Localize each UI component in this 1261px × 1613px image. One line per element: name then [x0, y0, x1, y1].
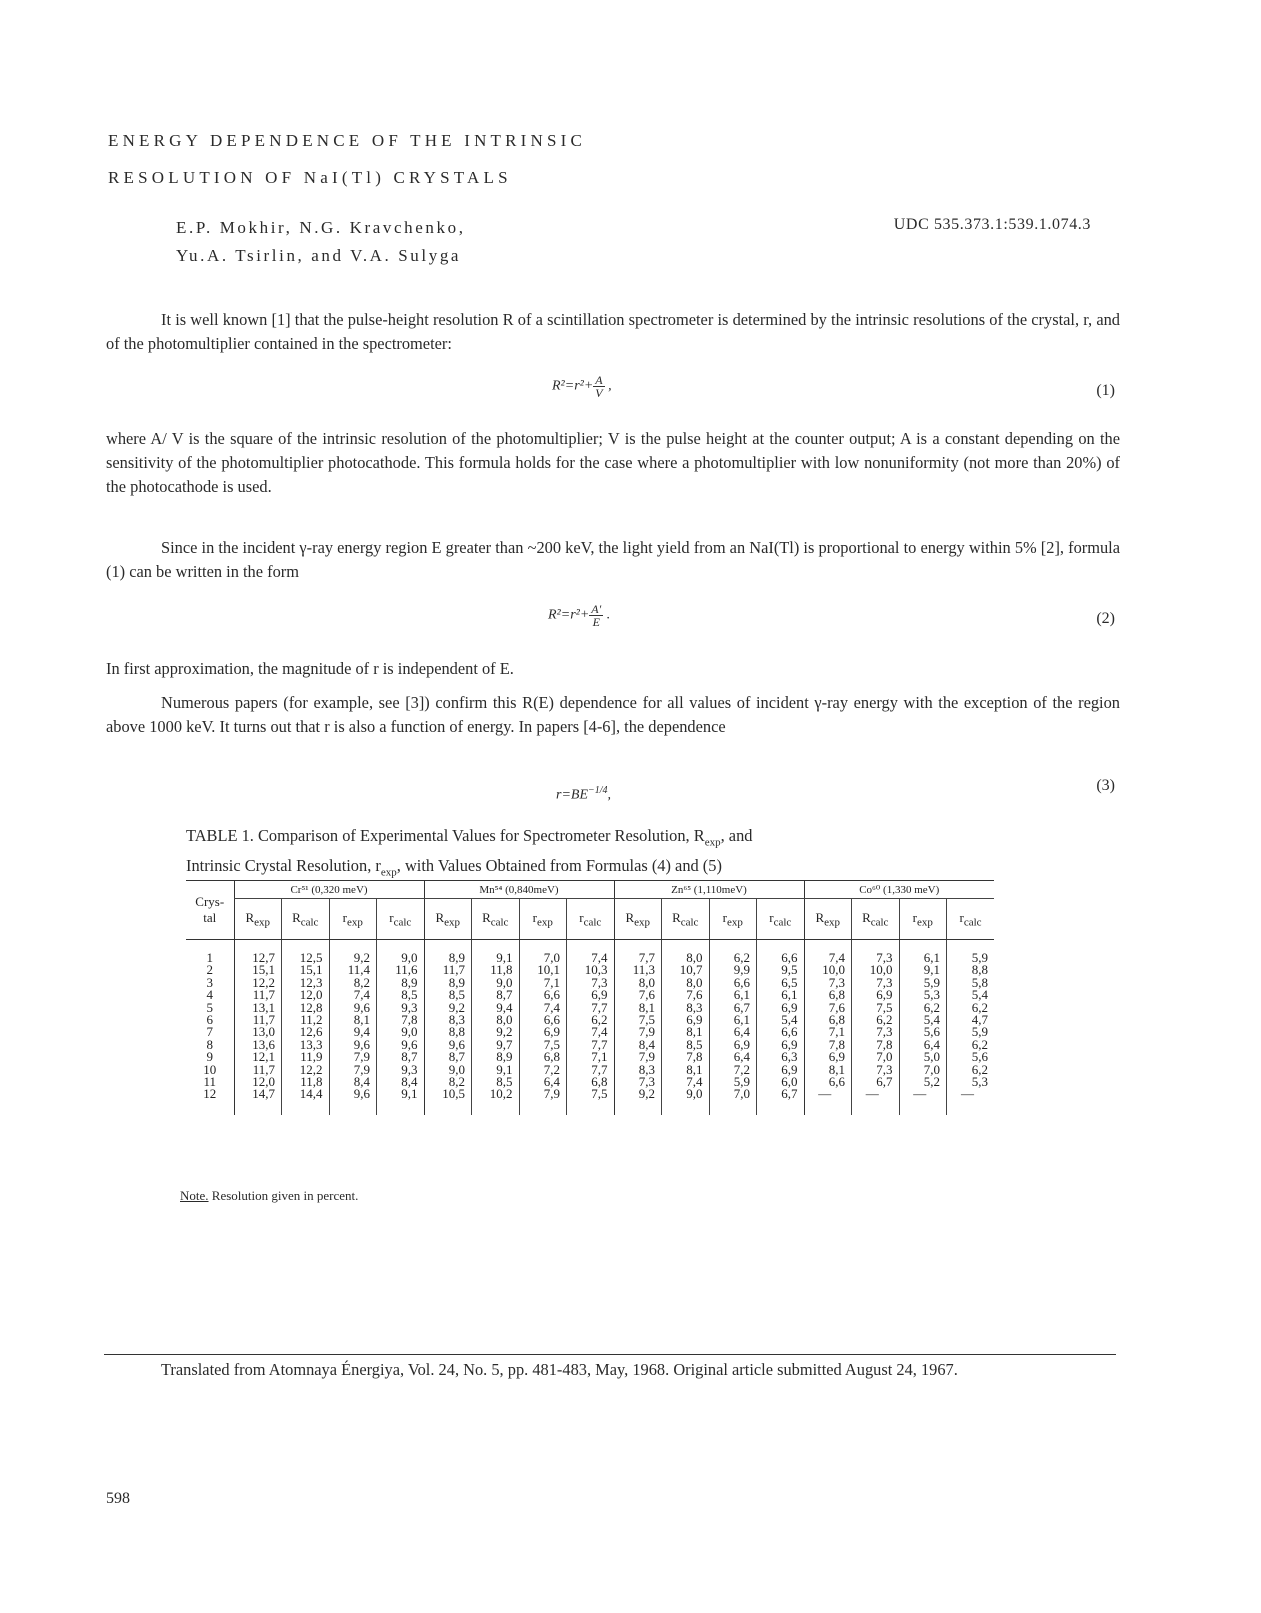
table-cell: 7,8: [852, 1039, 900, 1051]
table-cell: 6,6: [804, 1076, 852, 1088]
table-cell: 7,1: [804, 1026, 852, 1038]
table-cell: 9,7: [472, 1039, 520, 1051]
group-header-mn54: Mn⁵⁴ (0,840meV): [424, 881, 614, 899]
table-cell: 7,7: [567, 1002, 615, 1014]
table-cell: 6,4: [519, 1076, 567, 1088]
table-cell: 12,8: [282, 1002, 330, 1014]
table-cell: 6,7: [757, 1088, 805, 1100]
table-cell: 7,4: [804, 952, 852, 964]
equation-1-number: (1): [1096, 382, 1115, 399]
paragraph-5: [106, 691, 1120, 739]
table-cell: 8,8: [947, 964, 995, 976]
table-cell: 8,1: [662, 1064, 710, 1076]
col-header-small-r-calc: $r_{calc}$: [377, 899, 425, 940]
table-cell: 10,0: [852, 964, 900, 976]
crystal-header: Crys- tal: [186, 881, 234, 940]
table-cell: 7,9: [329, 1051, 377, 1063]
table-cell: 4,7: [947, 1014, 995, 1026]
table-cell: —: [852, 1088, 900, 1100]
table-cell: 9,3: [377, 1064, 425, 1076]
equation-2-number: (2): [1096, 610, 1115, 627]
table-cell: 15,1: [282, 964, 330, 976]
table-cell: 10,0: [804, 964, 852, 976]
table-cell: 9,6: [329, 1088, 377, 1100]
table-cell: —: [947, 1088, 995, 1100]
table-cell: 8,4: [377, 1076, 425, 1088]
table-cell: 9,2: [614, 1088, 662, 1100]
equation-3: $r=BE^{-1/4}$,: [556, 785, 612, 803]
table-cell: 6,9: [662, 1014, 710, 1026]
table-cell: 14,4: [282, 1088, 330, 1100]
table-cell: 6,3: [757, 1051, 805, 1063]
table-cell: 11,7: [234, 1064, 282, 1076]
table-cell: 8,5: [377, 989, 425, 1001]
table-caption-line-2: Intrinsic Crystal Resolution, $r_{exp}$, with Values Obtained from Formulas (4) and (5): [186, 856, 722, 879]
table-cell: 6,9: [757, 1039, 805, 1051]
table-cell: 11,9: [282, 1051, 330, 1063]
table-cell: 7,9: [329, 1064, 377, 1076]
table-cell: 8,2: [329, 977, 377, 989]
table-cell: 7,4: [519, 1002, 567, 1014]
table-cell: 6,9: [804, 1051, 852, 1063]
table-spacer-row: [186, 1101, 994, 1115]
table-cell: 7,4: [662, 1076, 710, 1088]
group-header-cr51: Cr⁵¹ (0,320 meV): [234, 881, 424, 899]
table-cell: 15,1: [234, 964, 282, 976]
table-cell: 8,7: [424, 1051, 472, 1063]
table-cell: 5,9: [947, 1026, 995, 1038]
table-cell: 8,0: [662, 952, 710, 964]
table-cell: 6,8: [804, 989, 852, 1001]
table-cell: 6,1: [899, 952, 947, 964]
table-cell: 7,9: [519, 1088, 567, 1100]
table-cell: 6,2: [947, 1039, 995, 1051]
col-header-r-calc: $R_{calc}$: [472, 899, 520, 940]
crystal-number-cell: 8: [206, 1036, 213, 1052]
paragraph-2-text: where A/ V is the square of the intrinsic resolution of the photomultiplier; V is the pulse height at the counter output; A is a constant depending on the sensitivity of the photomultiplier photocathode. This formula holds for the case where a photomultiplier with low nonuniformity (not more than 20%) of the photocathode is used.: [106, 429, 1120, 496]
col-header-r-exp: $R_{exp}$: [614, 899, 662, 940]
table-cell: 6,7: [852, 1076, 900, 1088]
table-cell: 7,3: [804, 977, 852, 989]
table-cell: 12,2: [234, 977, 282, 989]
translation-note: [106, 1358, 1106, 1382]
footer-rule: [104, 1354, 1116, 1355]
table-cell: 6,2: [947, 1002, 995, 1014]
table-cell: 5,3: [947, 1076, 995, 1088]
table-cell: 5,4: [947, 989, 995, 1001]
table-cell: 6,2: [899, 1002, 947, 1014]
table-cell: 7,7: [567, 1064, 615, 1076]
table-cell: —: [804, 1088, 852, 1100]
crystal-number-cell: 5: [206, 999, 213, 1015]
table-cell: 5,8: [947, 977, 995, 989]
col-header-r-exp: $R_{exp}$: [804, 899, 852, 940]
table-cell: 13,0: [234, 1026, 282, 1038]
table-cell: 7,4: [567, 952, 615, 964]
table-cell: 9,6: [377, 1039, 425, 1051]
table-row: [186, 1088, 994, 1100]
table-cell: 11,7: [424, 964, 472, 976]
table-cell: 7,7: [614, 952, 662, 964]
table-cell: 9,9: [709, 964, 757, 976]
col-header-small-r-exp: $r_{exp}$: [329, 899, 377, 940]
table-cell: 8,1: [804, 1064, 852, 1076]
table-cell: 13,6: [234, 1039, 282, 1051]
table-caption-line-1: TABLE 1. Comparison of Experimental Values for Spectrometer Resolution, $R_{exp}$, and: [186, 826, 753, 849]
table-cell: 11,8: [472, 964, 520, 976]
table-cell: 7,0: [899, 1064, 947, 1076]
table-cell: 7,1: [519, 977, 567, 989]
table-cell: 5,4: [899, 1014, 947, 1026]
equation-3-number: (3): [1096, 777, 1115, 794]
table-cell: 9,0: [472, 977, 520, 989]
table-cell: 6,0: [757, 1076, 805, 1088]
table-cell: 6,9: [519, 1026, 567, 1038]
paper-title-line-2: RESOLUTION OF NaI(Tl) CRYSTALS: [108, 168, 512, 187]
authors-line-2: Yu.A. Tsirlin, and V.A. Sulyga: [176, 246, 462, 265]
table-cell: 7,9: [614, 1051, 662, 1063]
table-cell: 8,9: [377, 977, 425, 989]
equation-2: R²=r²+ $\frac{A'}{E}$ .: [548, 602, 611, 629]
table-cell: 9,5: [757, 964, 805, 976]
table-cell: 9,1: [472, 952, 520, 964]
table-cell: 8,1: [329, 1014, 377, 1026]
table-cell: 9,4: [329, 1026, 377, 1038]
table-cell: 10,7: [662, 964, 710, 976]
table-cell: 12,7: [234, 952, 282, 964]
table-cell: 7,0: [852, 1051, 900, 1063]
table-cell: 8,4: [614, 1039, 662, 1051]
col-header-small-r-exp: $r_{exp}$: [709, 899, 757, 940]
table-cell: 12,6: [282, 1026, 330, 1038]
table-cell: 6,6: [709, 977, 757, 989]
table-cell: 7,3: [852, 1064, 900, 1076]
authors: [176, 214, 466, 270]
table-cell: 6,9: [709, 1039, 757, 1051]
table-cell: 6,2: [709, 952, 757, 964]
equation-1: R²=r²+ $\frac{A}{V}$ ,: [552, 373, 612, 400]
crystal-number-cell: 1: [206, 950, 213, 965]
table-cell: 9,0: [377, 1026, 425, 1038]
table-cell: 9,2: [472, 1026, 520, 1038]
table-cell: 7,2: [709, 1064, 757, 1076]
crystal-number-cell: 10: [203, 1061, 217, 1077]
table-cell: 11,7: [234, 989, 282, 1001]
table-cell: 6,9: [757, 1064, 805, 1076]
equation-2-fraction: $\frac{A'}{E}$: [591, 602, 602, 629]
table-cell: 9,6: [424, 1039, 472, 1051]
col-header-r-calc: $R_{calc}$: [852, 899, 900, 940]
table-cell: 8,5: [472, 1076, 520, 1088]
table-cell: 6,2: [852, 1014, 900, 1026]
table-cell: 6,8: [804, 1014, 852, 1026]
udc-code: UDC 535.373.1:539.1.074.3: [893, 216, 1091, 233]
table-cell: 7,7: [567, 1039, 615, 1051]
table-cell: 5,9: [899, 977, 947, 989]
col-header-small-r-calc: $r_{calc}$: [567, 899, 615, 940]
resolution-table: [186, 880, 994, 1115]
table-cell: 6,7: [709, 1002, 757, 1014]
table-cell: 7,5: [567, 1088, 615, 1100]
table-cell: 11,2: [282, 1014, 330, 1026]
paragraph-3: [106, 536, 1120, 584]
crystal-number-cell: 2: [206, 962, 213, 978]
table-cell: 8,3: [614, 1064, 662, 1076]
col-header-small-r-exp: $r_{exp}$: [899, 899, 947, 940]
paragraph-5-text: Numerous papers (for example, see [3]) confirm this R(E) dependence for all values of incident γ-ray energy with the exception of the region above 1000 keV. It turns out that r is also a function of energy. In papers [4-6], the dependence: [106, 693, 1120, 736]
table-cell: 6,8: [567, 1076, 615, 1088]
table-cell: 9,2: [329, 952, 377, 964]
paragraph-2: [106, 427, 1120, 499]
table-cell: 11,8: [282, 1076, 330, 1088]
table-note-text: Resolution given in percent.: [208, 1188, 359, 1203]
table-cell: 10,1: [519, 964, 567, 976]
table-cell: 7,2: [519, 1064, 567, 1076]
table-cell: 5,0: [899, 1051, 947, 1063]
table-cell: 7,4: [329, 989, 377, 1001]
table-cell: 6,9: [757, 1002, 805, 1014]
col-header-r-exp: $R_{exp}$: [234, 899, 282, 940]
table-cell: 8,2: [424, 1076, 472, 1088]
table-cell: 9,0: [424, 1064, 472, 1076]
table-cell: 12,2: [282, 1064, 330, 1076]
table-cell: 8,5: [424, 989, 472, 1001]
table-cell: 11,4: [329, 964, 377, 976]
table-cell: 9,1: [899, 964, 947, 976]
table-cell: 6,1: [757, 989, 805, 1001]
table-body: [186, 940, 994, 1115]
authors-line-1: E.P. Mokhir, N.G. Kravchenko,: [176, 218, 466, 237]
table-cell: 7,8: [804, 1039, 852, 1051]
table-cell: 6,9: [852, 989, 900, 1001]
paragraph-4: [106, 657, 1120, 681]
table-cell: 7,3: [852, 977, 900, 989]
table-cell: 8,4: [329, 1076, 377, 1088]
table-cell: 7,6: [614, 989, 662, 1001]
table-cell: 5,4: [757, 1014, 805, 1026]
table-cell: 9,1: [472, 1064, 520, 1076]
table-group-header-row: [186, 881, 994, 899]
table-cell: 11,6: [377, 964, 425, 976]
translation-note-text: Translated from Atomnaya Énergiya, Vol. 24, No. 5, pp. 481-483, May, 1968. Original article submitted August 24, 1967.: [161, 1360, 958, 1379]
crystal-number-cell: 9: [206, 1049, 213, 1065]
table-cell: 7,3: [852, 1026, 900, 1038]
crystal-number-cell: 12: [203, 1086, 217, 1102]
table-cell: 9,3: [377, 1002, 425, 1014]
table-cell: 9,6: [329, 1039, 377, 1051]
table-cell: 5,9: [947, 952, 995, 964]
paragraph-4-text: In first approximation, the magnitude of r is independent of E.: [106, 659, 514, 678]
table-cell: 7,8: [662, 1051, 710, 1063]
table-cell: 8,5: [662, 1039, 710, 1051]
table-caption: [186, 824, 1016, 885]
table-cell: 8,1: [614, 1002, 662, 1014]
paragraph-3-text: Since in the incident γ-ray energy region E greater than ~200 keV, the light yield from an NaI(Tl) is proportional to energy within 5% [2], formula (1) can be written in the form: [106, 538, 1120, 581]
table-cell: 10,3: [567, 964, 615, 976]
group-header-co60: Co⁶⁰ (1,330 meV): [804, 881, 994, 899]
table-cell: 12,0: [282, 989, 330, 1001]
table-cell: 13,1: [234, 1002, 282, 1014]
table-cell: 5,9: [709, 1076, 757, 1088]
table-cell: 8,0: [614, 977, 662, 989]
table-cell: 6,1: [709, 989, 757, 1001]
table-cell: 10,5: [424, 1088, 472, 1100]
table-cell: 7,3: [852, 952, 900, 964]
table-cell: 6,6: [757, 952, 805, 964]
table-cell: 8,7: [377, 1051, 425, 1063]
crystal-number-cell: 3: [206, 974, 213, 990]
table-cell: 8,7: [472, 989, 520, 1001]
crystal-number-cell: 6: [206, 1012, 213, 1028]
table-cell: 8,9: [472, 1051, 520, 1063]
table-cell: 8,0: [472, 1014, 520, 1026]
table-cell: 5,6: [947, 1051, 995, 1063]
paragraph-1: [106, 308, 1120, 356]
crystal-number-cell: 4: [206, 987, 213, 1003]
col-header-small-r-exp: $r_{exp}$: [519, 899, 567, 940]
table-cell: 10,2: [472, 1088, 520, 1100]
group-header-zn65: Zn⁶⁵ (1,110meV): [614, 881, 804, 899]
table-cell: 6,6: [519, 1014, 567, 1026]
table-cell: 7,5: [614, 1014, 662, 1026]
col-header-small-r-calc: $r_{calc}$: [947, 899, 995, 940]
equation-1-fraction: $\frac{A}{V}$: [595, 373, 603, 400]
table-cell: 6,1: [709, 1014, 757, 1026]
table-cell: 12,3: [282, 977, 330, 989]
table-cell: 7,1: [567, 1051, 615, 1063]
table-cell: 5,3: [899, 989, 947, 1001]
table-cell: 9,0: [377, 952, 425, 964]
col-header-r-calc: $R_{calc}$: [282, 899, 330, 940]
table-cell: 6,8: [519, 1051, 567, 1063]
table-cell: 6,6: [757, 1026, 805, 1038]
table-cell: 14,7: [234, 1088, 282, 1100]
table-cell: 7,3: [614, 1076, 662, 1088]
table-cell: 9,1: [377, 1088, 425, 1100]
table-cell: 8,8: [424, 1026, 472, 1038]
table-cell: 7,0: [519, 952, 567, 964]
table-cell: 8,1: [662, 1026, 710, 1038]
table-cell: 5,6: [899, 1026, 947, 1038]
page-number: 598: [106, 1490, 130, 1507]
table-cell: 6,5: [757, 977, 805, 989]
table-cell: 6,2: [947, 1064, 995, 1076]
crystal-number-cell: 11: [203, 1074, 217, 1090]
table-cell: 9,0: [662, 1088, 710, 1100]
table-cell: —: [899, 1088, 947, 1100]
table-cell: 6,4: [899, 1039, 947, 1051]
table-cell: 9,6: [329, 1002, 377, 1014]
table-column-header-row: [186, 899, 994, 940]
table-cell: 7,6: [662, 989, 710, 1001]
table-cell: 7,3: [567, 977, 615, 989]
table-cell: 7,5: [519, 1039, 567, 1051]
table-cell: 7,0: [709, 1088, 757, 1100]
table-cell: 6,9: [567, 989, 615, 1001]
col-header-r-exp: $R_{exp}$: [424, 899, 472, 940]
table-cell: 8,0: [662, 977, 710, 989]
table-cell: 8,3: [662, 1002, 710, 1014]
table-cell: 7,4: [567, 1026, 615, 1038]
table-cell: 12,0: [234, 1076, 282, 1088]
table-cell: 7,6: [804, 1002, 852, 1014]
paragraph-1-text: It is well known [1] that the pulse-height resolution R of a scintillation spectrometer is determined by the intrinsic resolutions of the crystal, r, and of the photomultiplier contained in the spectrometer:: [106, 310, 1120, 353]
table-cell: 11,3: [614, 964, 662, 976]
table-cell: 6,4: [709, 1026, 757, 1038]
table-cell: 12,1: [234, 1051, 282, 1063]
table-cell: 8,9: [424, 952, 472, 964]
table-cell: 9,2: [424, 1002, 472, 1014]
crystal-number-cell: 7: [206, 1024, 213, 1040]
col-header-r-calc: $R_{calc}$: [662, 899, 710, 940]
table-note: [180, 1188, 358, 1204]
table-cell: 6,4: [709, 1051, 757, 1063]
table-cell: 9,4: [472, 1002, 520, 1014]
table-cell: 7,9: [614, 1026, 662, 1038]
col-header-small-r-calc: $r_{calc}$: [757, 899, 805, 940]
table-cell: 6,6: [519, 989, 567, 1001]
table-note-label: Note.: [180, 1188, 209, 1203]
table-cell: 5,2: [899, 1076, 947, 1088]
table-cell: 13,3: [282, 1039, 330, 1051]
table-cell: 11,7: [234, 1014, 282, 1026]
table-cell: 7,8: [377, 1014, 425, 1026]
table-cell: 8,9: [424, 977, 472, 989]
table-cell: 12,5: [282, 952, 330, 964]
paper-title-line-1: ENERGY DEPENDENCE OF THE INTRINSIC: [108, 131, 587, 150]
table-cell: 8,3: [424, 1014, 472, 1026]
table-cell: 6,2: [567, 1014, 615, 1026]
table-cell: 7,5: [852, 1002, 900, 1014]
